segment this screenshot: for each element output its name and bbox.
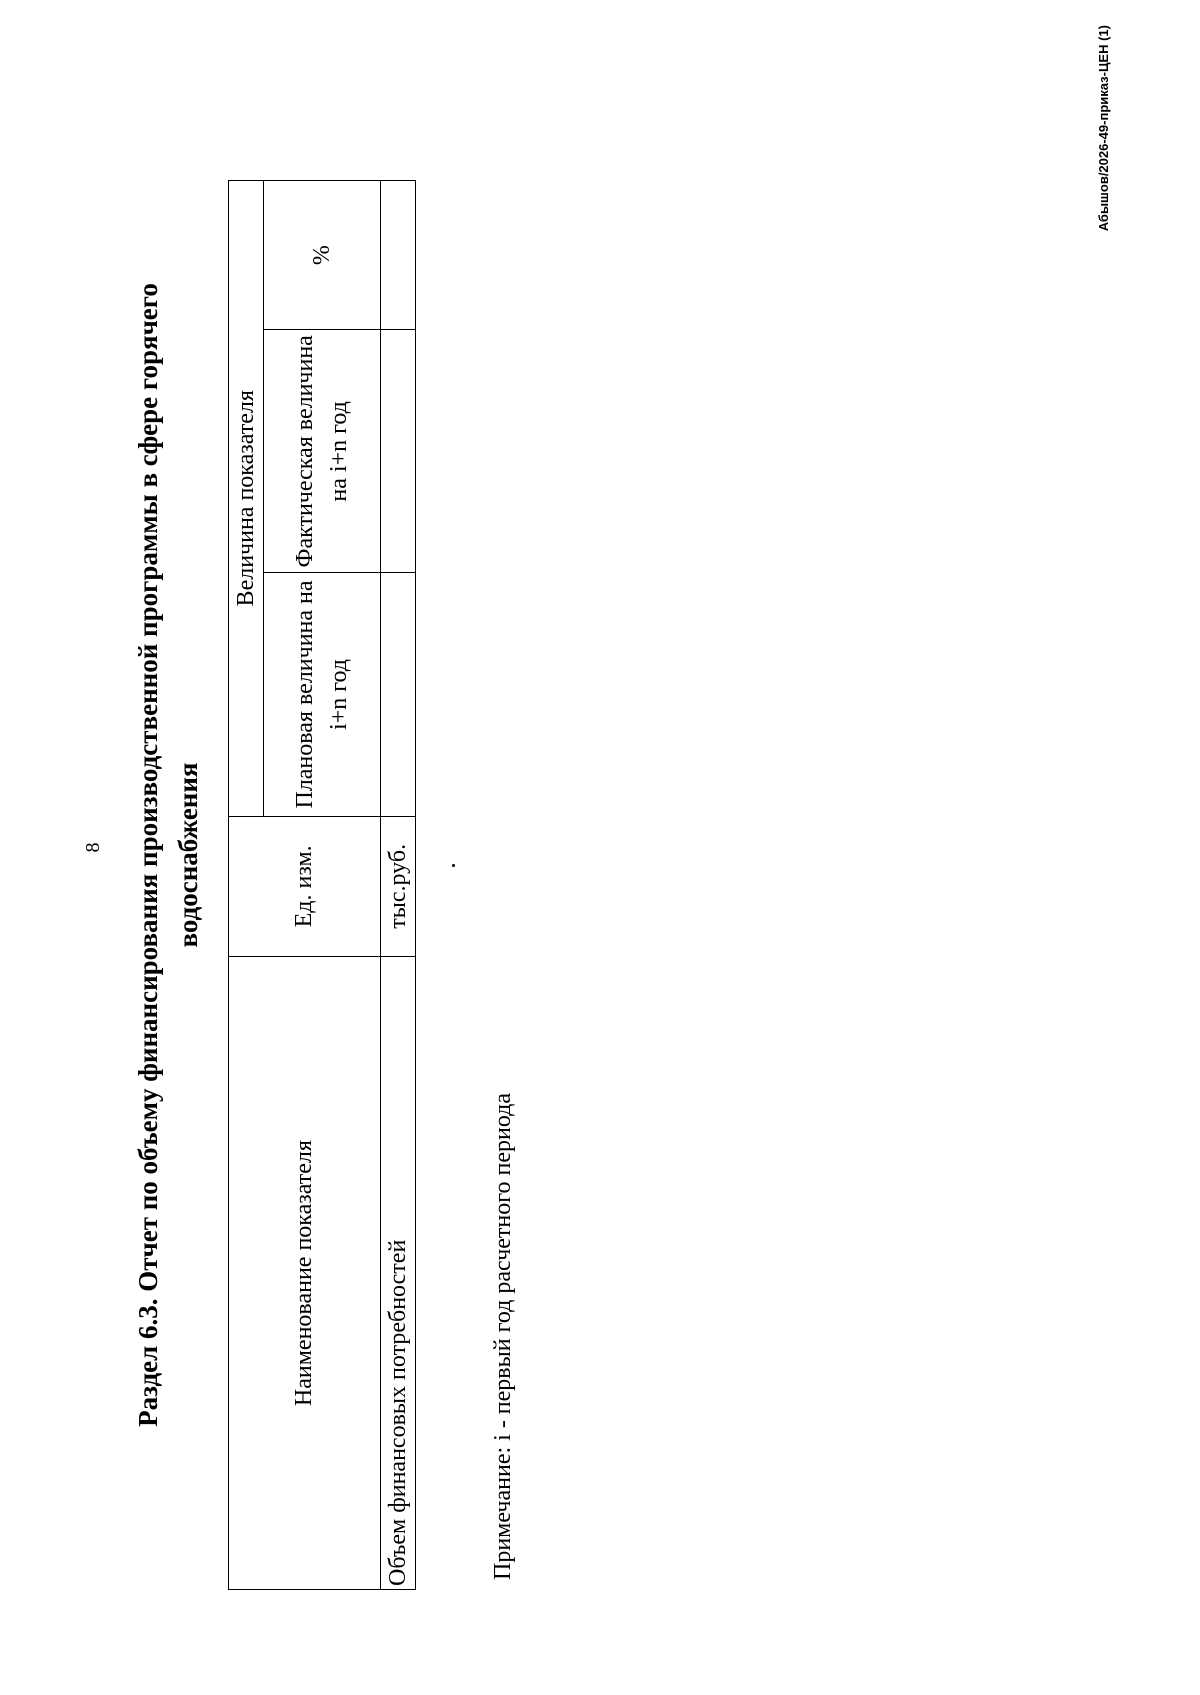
header-indicator-name: Наименование показателя (229, 957, 381, 1590)
footnote: Примечание: i - первый год расчетного периода (490, 1092, 516, 1580)
section-title-line-2: водоснабжения (173, 762, 203, 948)
header-percent: % (264, 181, 381, 330)
row-actual-value (381, 330, 416, 573)
header-actual-value: Фактическая величина на i+n год (264, 330, 381, 573)
header-planned-value: Плановая величина на i+n год (264, 573, 381, 816)
row-percent (381, 181, 416, 330)
row-unit: тыс.руб. (381, 816, 416, 957)
header-unit: Ед. изм. (229, 816, 381, 957)
section-title (128, 165, 208, 1545)
section-title-line-1: Раздел 6.3. Отчет по объему финансирования производственной программы в сфере горячего (133, 283, 163, 1427)
scan-speck (452, 864, 455, 867)
table-row (381, 181, 416, 1590)
row-indicator-name: Объем финансовых потребностей (381, 957, 416, 1590)
document-id-footer: Абышов/2026-49-приказ-ЦЕН (1) (1096, 25, 1111, 232)
page-number: 8 (82, 842, 104, 853)
row-planned-value (381, 573, 416, 816)
financing-report-table (228, 180, 416, 1590)
header-value-group: Величина показателя (229, 181, 264, 817)
